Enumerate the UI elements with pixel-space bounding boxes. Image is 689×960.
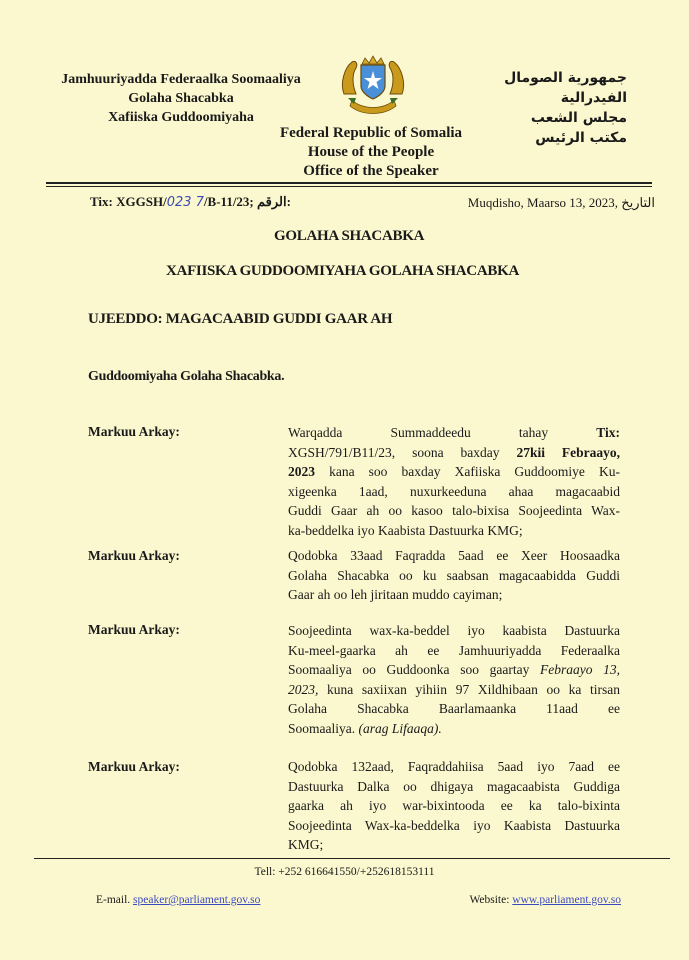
footer-email xyxy=(96,894,260,906)
letterhead-line: Xafiiska Guddoomiyaha xyxy=(108,110,254,125)
section-label: Markuu Arkay: xyxy=(88,424,180,439)
section-paragraph xyxy=(288,621,620,738)
subject-heading: UJEEDDO: MAGACAABID GUDDI GAAR AH xyxy=(88,311,393,327)
letterhead-line: Office of the Speaker xyxy=(303,163,439,179)
header-divider xyxy=(46,182,652,184)
date-line xyxy=(468,195,655,211)
paragraph-line: Gaar ah oo leh jiritaan muddo cayiman; xyxy=(288,587,503,602)
footer-phone: Tell: +252 616641550/+252618153111 xyxy=(254,866,435,878)
date-arabic: التاريخ xyxy=(621,195,655,210)
paragraph-line: Qodobka 132aad, Faqraddahiisa 5aad iyo 7aad ee xyxy=(288,759,620,774)
letterhead-line: جمهورية الصومال الفيدرالية xyxy=(504,70,627,106)
email-link[interactable]: speaker@parliament.gov.so xyxy=(133,894,261,906)
section-label: Markuu Arkay: xyxy=(88,759,180,774)
paragraph-line: 2023, kuna saxiixan yihiin 97 Xildhibaan oo ka tirsan xyxy=(288,681,620,697)
paragraph-line: Dastuurka Dalka oo dhigaya magacaabista Guddiga xyxy=(288,778,620,794)
paragraph-line: Soomaaliya. (arag Lifaaqa). xyxy=(288,720,442,736)
reference-arabic: الرقم: xyxy=(257,194,291,209)
date-text: Muqdisho, Maarso 13, 2023, xyxy=(467,195,618,210)
addressee: Guddoomiyaha Golaha Shacabka. xyxy=(88,369,285,384)
paragraph-line: xigeenka 1aad, nuxurkeeduna ahaa magacaabid xyxy=(288,483,620,499)
paragraph-line: 2023 kana soo baxday Xafiiska Guddoomiye Ku- xyxy=(288,464,620,479)
paragraph-line: Golaha Shacabka Baarlamaanka 11aad ee xyxy=(288,701,620,716)
reference-number xyxy=(90,194,291,210)
paragraph-line: Soojeedinta wax-ka-beddel iyo kaabista Dastuurka xyxy=(288,623,620,638)
footer-divider xyxy=(34,858,670,859)
letterhead-english xyxy=(256,124,486,181)
paragraph-line: Golaha Shacabka oo ku saabsan magacaabidda Guddi xyxy=(288,567,620,583)
paragraph-line: Guddi Gaar ah oo kasoo talo-bixisa Soojeedinta Wax- xyxy=(288,503,620,518)
section-label: Markuu Arkay: xyxy=(88,622,180,637)
website-label: Website: xyxy=(469,894,510,906)
paragraph-line: Soojeedinta Wax-ka-beddelka iyo Kaabista Dastuurka xyxy=(288,817,620,833)
letterhead-line: Jamhuuriyadda Federaalka Soomaaliya xyxy=(61,72,301,87)
section-label: Markuu Arkay: xyxy=(88,548,180,563)
paragraph-line: ka-beddelka iyo Kaabista Dastuurka KMG; xyxy=(288,522,523,538)
letterhead-somali xyxy=(56,70,306,127)
paragraph-line: Qodobka 33aad Faqradda 5aad ee Xeer Hoosaadka xyxy=(288,548,620,563)
section-paragraph xyxy=(288,423,620,540)
letterhead-arabic xyxy=(467,68,627,148)
paragraph-line: gaarka ah iyo war-bixintooda ee ka talo-bixinta xyxy=(288,798,620,813)
letterhead-line: Golaha Shacabka xyxy=(128,91,234,106)
paragraph-line: Soomaaliya oo Guddoonka soo gaartay Febraayo 13, xyxy=(288,662,620,677)
paragraph-line: Warqadda Summaddeedu tahay Tix: xyxy=(288,425,620,440)
org-heading: GOLAHA SHACABKA xyxy=(274,228,425,244)
paragraph-line: KMG; xyxy=(288,837,324,852)
header-divider-thin xyxy=(46,186,652,187)
email-label: E-mail. xyxy=(96,894,131,906)
letterhead-line: مجلس الشعب xyxy=(530,110,627,126)
website-link[interactable]: www.parliament.gov.so xyxy=(512,894,621,906)
somalia-coat-of-arms-icon xyxy=(338,54,408,118)
reference-suffix: /B-11/23; xyxy=(203,194,254,209)
section-paragraph xyxy=(288,546,620,605)
section-paragraph xyxy=(288,757,620,855)
letterhead-line: مكتب الرئيس xyxy=(535,130,627,146)
office-heading: XAFIISKA GUDDOOMIYAHA GOLAHA SHACABKA xyxy=(166,263,519,279)
reference-handwritten: 023 7 xyxy=(166,195,204,210)
paragraph-line: XGSH/791/B11/23, soona baxday 27kii Febraayo, xyxy=(288,444,620,460)
letterhead-line: Federal Republic of Somalia xyxy=(279,125,463,141)
reference-prefix: Tix: XGGSH/ xyxy=(90,194,167,209)
letterhead-line: House of the People xyxy=(307,144,435,160)
footer-website xyxy=(469,894,621,906)
paragraph-line: Ku-meel-gaarka ah ee Jamhuuriyadda Federaalka xyxy=(288,642,620,658)
